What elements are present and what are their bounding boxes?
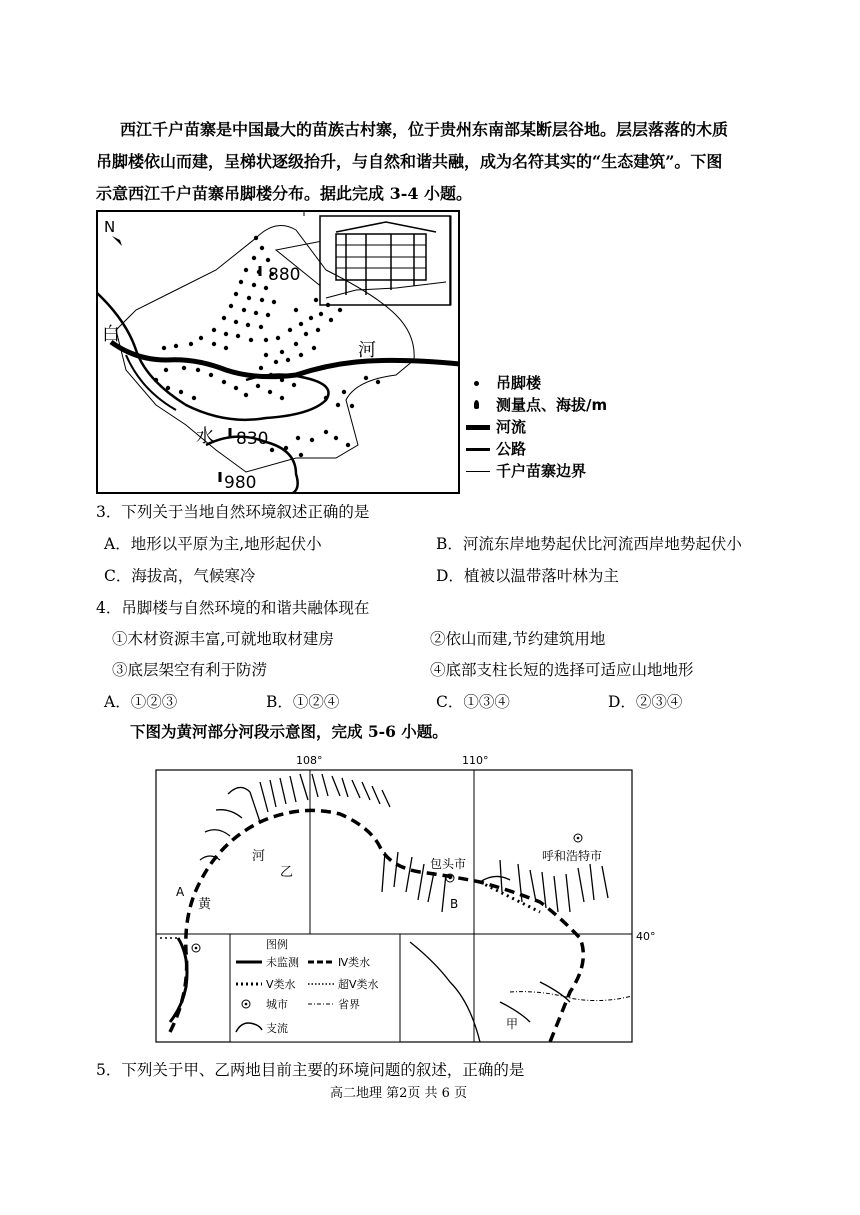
- legend-item: 公路: [466, 438, 666, 460]
- label-huang: 黄: [198, 897, 212, 912]
- svg-text:超Ⅴ类水: 超Ⅴ类水: [338, 978, 379, 991]
- svg-text:城市: 城市: [266, 998, 288, 1011]
- passage-1: [96, 114, 796, 210]
- map-1-legend: [466, 372, 666, 482]
- label-a: A: [176, 885, 185, 899]
- question-4-statement-3: ③底层架空有利于防涝: [112, 661, 268, 679]
- river-label-he: 河: [358, 340, 376, 361]
- river-label-shui: 水: [196, 426, 214, 447]
- question-4-statement-2: ②依山而建,节约建筑用地: [430, 630, 606, 648]
- svg-text:图例: 图例: [266, 938, 288, 951]
- elevation-980: [220, 472, 256, 493]
- longitude-110-label: 110°: [462, 754, 489, 767]
- longitude-108-label: 108°: [296, 754, 323, 767]
- question-3-option-a[interactable]: A．地形以平原为主,地形起伏小: [104, 535, 322, 553]
- passage-1-line-1: 西江千户苗寨是中国最大的苗族古村寨，位于贵州东南部某断层谷地。层层落落的木质: [120, 120, 729, 139]
- svg-text:980: 980: [224, 473, 257, 493]
- svg-text:Ⅴ类水: Ⅴ类水: [266, 978, 296, 991]
- passage-2: 下图为黄河部分河段示意图，完成 5-6 小题。: [130, 722, 448, 741]
- dot-icon: [474, 381, 479, 386]
- svg-text:省界: 省界: [338, 998, 360, 1011]
- river-label-bai: 白: [102, 324, 120, 345]
- svg-text:包头市: 包头市: [430, 857, 467, 871]
- thin-line-icon: [466, 471, 490, 472]
- svg-text:支流: 支流: [266, 1022, 288, 1035]
- label-he: 河: [252, 849, 266, 864]
- question-4-stem: 4．吊脚楼与自然环境的和谐共融体现在: [96, 599, 370, 617]
- thick-line-icon: [466, 425, 490, 430]
- question-4-option-a[interactable]: A．①②③: [104, 693, 178, 711]
- svg-text:880: 880: [268, 265, 301, 285]
- svg-text:Ⅳ类水: Ⅳ类水: [338, 956, 371, 969]
- legend-item: 吊脚楼: [466, 372, 666, 394]
- passage-1-line-3: 示意西江千户苗寨吊脚楼分布。据此完成 3-4 小题。: [96, 184, 473, 203]
- question-3-option-c[interactable]: C．海拔高，气候寒冷: [104, 567, 256, 585]
- legend-item: 河流: [466, 416, 666, 438]
- map-2-legend: [230, 934, 400, 1042]
- question-3-option-d[interactable]: D．植被以温带落叶林为主: [436, 567, 619, 585]
- svg-text:830: 830: [236, 429, 269, 449]
- passage-1-line-2: 吊脚楼依山而建，呈梯状逐级抬升，与自然和谐共融，成为名符其实的“生态建筑”。下图: [96, 152, 723, 171]
- latitude-40-label: 40°: [636, 930, 656, 943]
- medium-line-icon: [466, 448, 490, 451]
- label-yi: 乙: [280, 865, 294, 880]
- svg-text:未监测: 未监测: [266, 956, 299, 969]
- page-footer: 高二地理 第2页 共 6 页: [330, 1086, 468, 1101]
- question-4-option-c[interactable]: C．①③④: [436, 693, 510, 711]
- question-4-statement-4: ④底部支柱长短的选择可适应山地地形: [430, 661, 694, 679]
- legend-item: 千户苗寨边界: [466, 460, 666, 482]
- label-b: B: [450, 897, 459, 911]
- pin-icon: [474, 400, 479, 409]
- question-4-option-d[interactable]: D．②③④: [608, 693, 683, 711]
- question-4-statement-1: ①木材资源丰富,可就地取材建房: [112, 630, 334, 648]
- question-3-option-b[interactable]: B．河流东岸地势起伏比河流西岸地势起伏小: [436, 535, 742, 553]
- yellow-river-map: [150, 752, 660, 1050]
- question-5-stem: 5．下列关于甲、乙两地目前主要的环境问题的叙述，正确的是: [96, 1061, 525, 1079]
- question-4-option-b[interactable]: B．①②④: [266, 693, 340, 711]
- legend-item: 测量点、海拔/m: [466, 394, 666, 416]
- label-jia: 甲: [506, 1017, 519, 1031]
- svg-text:N: N: [104, 218, 116, 236]
- question-3-stem: 3．下列关于当地自然环境叙述正确的是: [96, 503, 370, 521]
- elevation-830: [230, 428, 268, 449]
- miao-village-map: [96, 210, 460, 494]
- svg-text:呼和浩特市: 呼和浩特市: [542, 849, 603, 863]
